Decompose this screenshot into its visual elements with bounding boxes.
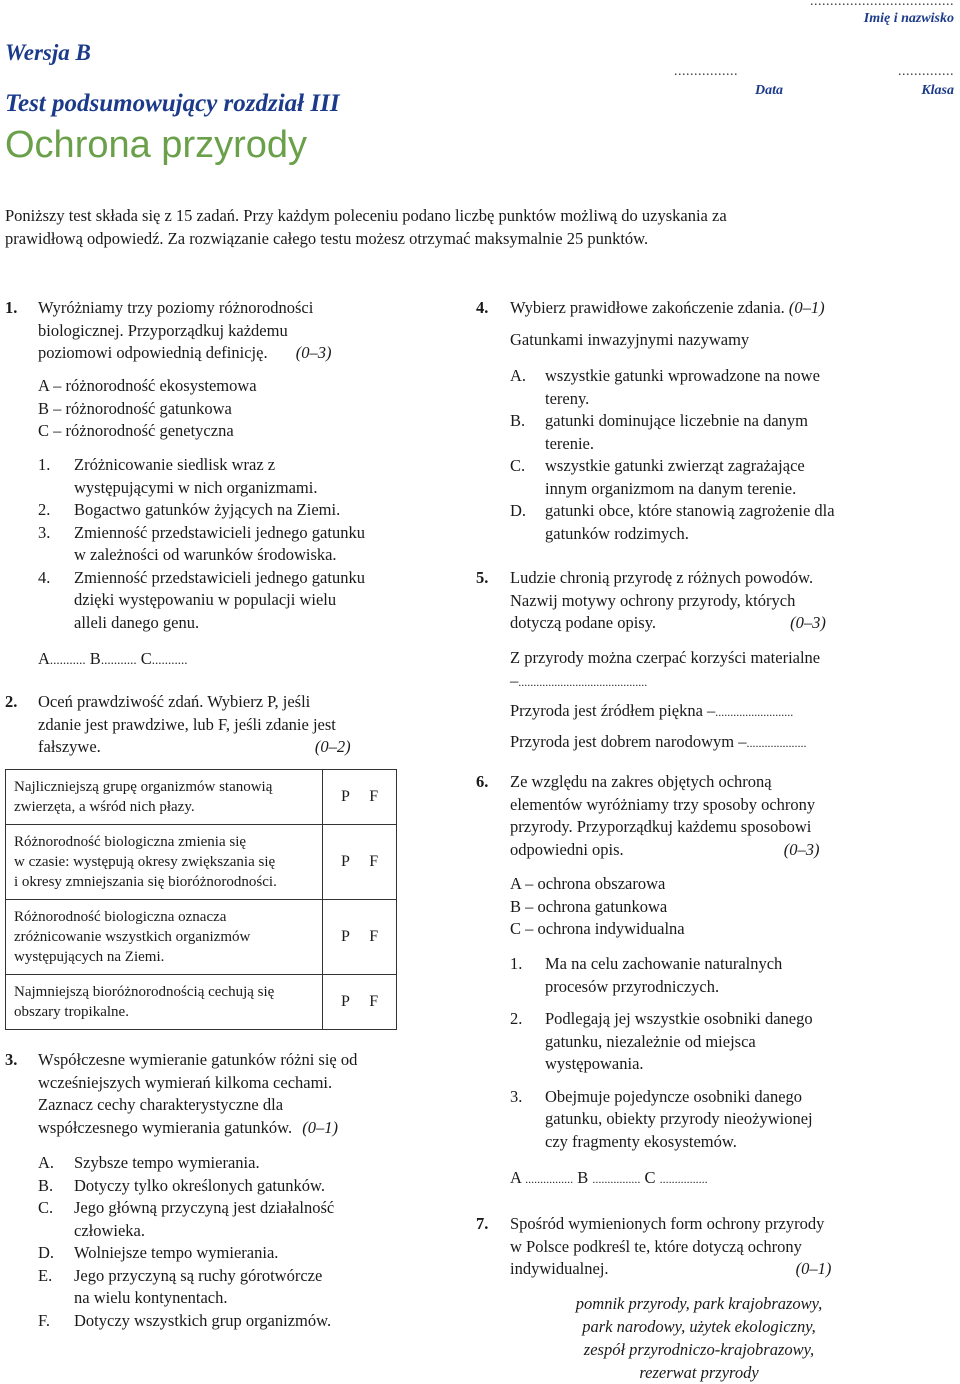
pf-choice[interactable]: P F <box>323 975 397 1030</box>
chapter-title: Ochrona przyrody <box>5 124 308 166</box>
pf-choice[interactable]: P F <box>323 900 397 975</box>
q6-options <box>510 873 950 941</box>
table-row: Najmniejszą bioróżnorodnością cechują się obszary tropikalne. P F <box>6 975 397 1030</box>
q3-line-2: wcześniejszych wymierań kilkoma cechami. <box>38 1072 333 1092</box>
q6-line-4: odpowiedni opis. <box>510 839 624 859</box>
question-number: 6. <box>476 772 489 791</box>
q4-option-a[interactable]: A. wszystkie gatunki wprowadzone na nowe tereny. <box>510 366 820 408</box>
q4-options <box>510 365 950 545</box>
question-number: 7. <box>476 1214 489 1233</box>
q6-line-1: Ze względu na zakres objętych ochroną <box>510 772 772 791</box>
forms-line-1: pomnik przyrody, park krajobrazowy, <box>575 1294 823 1313</box>
q5-points: (0–3) <box>790 613 826 632</box>
intro-line-2: prawidłową odpowiedź. Za rozwiązanie całego testu możesz otrzymać maksymalnie 25 punktów. <box>5 228 649 248</box>
q5-item-1[interactable]: Z przyrody można czerpać korzyści materialne –........................................... <box>510 648 821 690</box>
q3-line-4: współczesnego wymierania gatunków. <box>38 1117 293 1137</box>
q4-option-c[interactable]: C. wszystkie gatunki zwierząt zagrażające innym organizmom na danym terenie. <box>510 456 805 498</box>
q3-option-c[interactable]: C. Jego główną przyczyną jest działalność człowieka. <box>38 1198 335 1240</box>
question-number: 4. <box>476 298 489 317</box>
q1-def-3: 3. Zmienność przedstawicieli jednego gatunku w zależności od warunków środowiska. <box>38 522 365 564</box>
q5-item-2[interactable]: Przyroda jest źródłem piękna –.......................... <box>510 701 794 720</box>
q2-line-1: Oceń prawdziwość zdań. Wybierz P, jeśli <box>38 692 311 711</box>
q1-def-4: 4. Zmienność przedstawicieli jednego gatunku dzięki występowaniu w populacji wielu alleli danego genu. <box>38 567 365 632</box>
q1-option-c: C – różnorodność genetyczna <box>38 421 234 440</box>
name-label: Imię i nazwisko <box>863 11 954 26</box>
q3-line-1: Współczesne wymieranie gatunków różni się od <box>38 1050 358 1069</box>
q5-item-3[interactable]: Przyroda jest dobrem narodowym –.................... <box>510 731 807 751</box>
q1-option-b: B – różnorodność gatunkowa <box>38 398 232 418</box>
q2-points: (0–2) <box>314 737 351 756</box>
date-dots: ................ <box>674 64 738 79</box>
q2-line-2: zdanie jest prawdziwe, lub F, jeśli zdanie jest <box>38 714 336 734</box>
table-row: Najliczniejszą grupę organizmów stanowią zwierzęta, a wśród nich płazy. P F <box>6 770 397 825</box>
q6-def-1: 1. Ma na celu zachowanie naturalnych procesów przyrodniczych. <box>510 954 783 996</box>
class-label: Klasa <box>921 83 954 98</box>
question-7 <box>476 1213 956 1281</box>
q5-items <box>510 647 950 754</box>
q1-def-1: 1. Zróżnicowanie siedlisk wraz z występującymi w nich organizmami. <box>38 455 318 497</box>
q1-option-a: A – różnorodność ekosystemowa <box>38 376 257 395</box>
question-number: 5. <box>476 568 489 587</box>
question-number: 1. <box>5 298 18 317</box>
q4-stem: Gatunkami inwazyjnymi nazywamy <box>510 329 750 349</box>
q6-option-a: A – ochrona obszarowa <box>510 874 666 893</box>
class-dots: .............. <box>898 64 954 79</box>
forms-line-3: zespół przyrodniczo-krajobrazowy, <box>583 1340 815 1359</box>
q6-option-b: B – ochrona gatunkowa <box>510 896 668 916</box>
forms-line-2: park narodowy, użytek ekologiczny, <box>582 1317 816 1336</box>
q1-line-1: Wyróżniamy trzy poziomy różnorodności <box>38 298 314 317</box>
intro-line-1: Poniższy test składa się z 15 zadań. Przy każdym poleceniu podano liczbę punktów możliwą do uzyskania za <box>5 206 727 225</box>
q6-def-3: 3. Obejmuje pojedyncze osobniki danego gatunku, obiekty przyrody nieożywionej czy fragmenty ekosystemów. <box>510 1086 813 1151</box>
question-6 <box>476 771 956 861</box>
table-row: Różnorodność biologiczna oznacza zróżnicowanie wszystkich organizmów występujących na Ziemi. P F <box>6 900 397 975</box>
q6-line-3: przyrody. Przyporządkuj każdemu sposobowi <box>510 817 812 836</box>
question-3 <box>5 1049 445 1139</box>
q6-option-c: C – ochrona indywidualna <box>510 919 685 938</box>
name-dots: .................................... <box>810 0 954 9</box>
q1-definitions <box>38 454 418 634</box>
q7-points: (0–1) <box>795 1259 832 1278</box>
q3-options <box>38 1152 438 1332</box>
q6-line-2: elementów wyróżniamy trzy sposoby ochrony <box>510 794 816 814</box>
test-title: Test podsumowujący rozdział III <box>5 90 340 117</box>
version-label: Wersja B <box>5 40 91 65</box>
intro-text <box>5 205 955 250</box>
question-2 <box>5 691 405 759</box>
q3-option-d[interactable]: D. Wolniejsze tempo wymierania. <box>38 1243 279 1262</box>
q7-line-2: w Polsce podkreśl te, które dotyczą ochrony <box>510 1236 802 1256</box>
question-5 <box>476 567 956 635</box>
question-4 <box>476 297 956 351</box>
q4-option-b[interactable]: B. gatunki dominujące liczebnie na danym terenie. <box>510 411 808 453</box>
q7-line-1: Spośród wymienionych form ochrony przyrody <box>510 1214 825 1233</box>
q4-line-1: Wybierz prawidłowe zakończenie zdania. <box>510 298 785 317</box>
q7-line-3: indywidualnej. <box>510 1259 609 1278</box>
question-1 <box>5 297 405 365</box>
question-number: 2. <box>5 692 18 711</box>
q6-points: (0–3) <box>783 839 820 859</box>
q1-answer-line[interactable]: A........... B........... C........... <box>38 649 188 668</box>
question-number: 3. <box>5 1050 18 1069</box>
pf-choice[interactable]: P F <box>323 825 397 900</box>
true-false-table <box>5 769 397 1030</box>
q4-option-d[interactable]: D. gatunki obce, które stanowią zagrożenie dla gatunków rodzimych. <box>510 501 835 543</box>
date-label: Data <box>755 83 783 98</box>
q3-option-e[interactable]: E. Jego przyczyną są ruchy górotwórcze na wielu kontynentach. <box>38 1265 323 1307</box>
forms-line-4: rezerwat przyrody <box>639 1363 759 1382</box>
q5-line-3: dotyczą podane opisy. <box>510 613 657 632</box>
pf-choice[interactable]: P F <box>323 770 397 825</box>
q3-line-3: Zaznacz cechy charakterystyczne dla <box>38 1095 284 1114</box>
q6-definitions <box>510 953 950 1153</box>
q3-points: (0–1) <box>302 1117 339 1137</box>
q1-points: (0–3) <box>295 343 332 362</box>
table-row: Różnorodność biologiczna zmienia się w czasie: występują okresy zwiększania się i okresy zmniejszania się bioróżnorodności. P F <box>6 825 397 900</box>
q6-answer-line[interactable]: A ................ B ................ C ................ <box>510 1168 708 1187</box>
q1-options <box>38 375 398 443</box>
q3-option-b[interactable]: B. Dotyczy tylko określonych gatunków. <box>38 1175 325 1195</box>
q1-line-2: biologicznej. Przyporządkuj każdemu <box>38 320 288 340</box>
q2-line-3: fałszywe. <box>38 737 101 756</box>
q5-line-2: Nazwij motywy ochrony przyrody, których <box>510 590 796 610</box>
q1-def-2: 2. Bogactwo gatunków żyjących na Ziemi. <box>38 500 341 519</box>
q4-points: (0–1) <box>788 298 825 317</box>
protection-forms-list[interactable] <box>510 1292 888 1384</box>
q1-line-3: poziomowi odpowiednią definicję. <box>38 343 268 362</box>
q3-option-a[interactable]: A. Szybsze tempo wymierania. <box>38 1153 260 1172</box>
q3-option-f[interactable]: F. Dotyczy wszystkich grup organizmów. <box>38 1310 332 1330</box>
q6-def-2: 2. Podlegają jej wszystkie osobniki danego gatunku, niezależnie od miejsca występowania. <box>510 1009 813 1073</box>
q5-line-1: Ludzie chronią przyrodę z różnych powodów. <box>510 568 814 587</box>
